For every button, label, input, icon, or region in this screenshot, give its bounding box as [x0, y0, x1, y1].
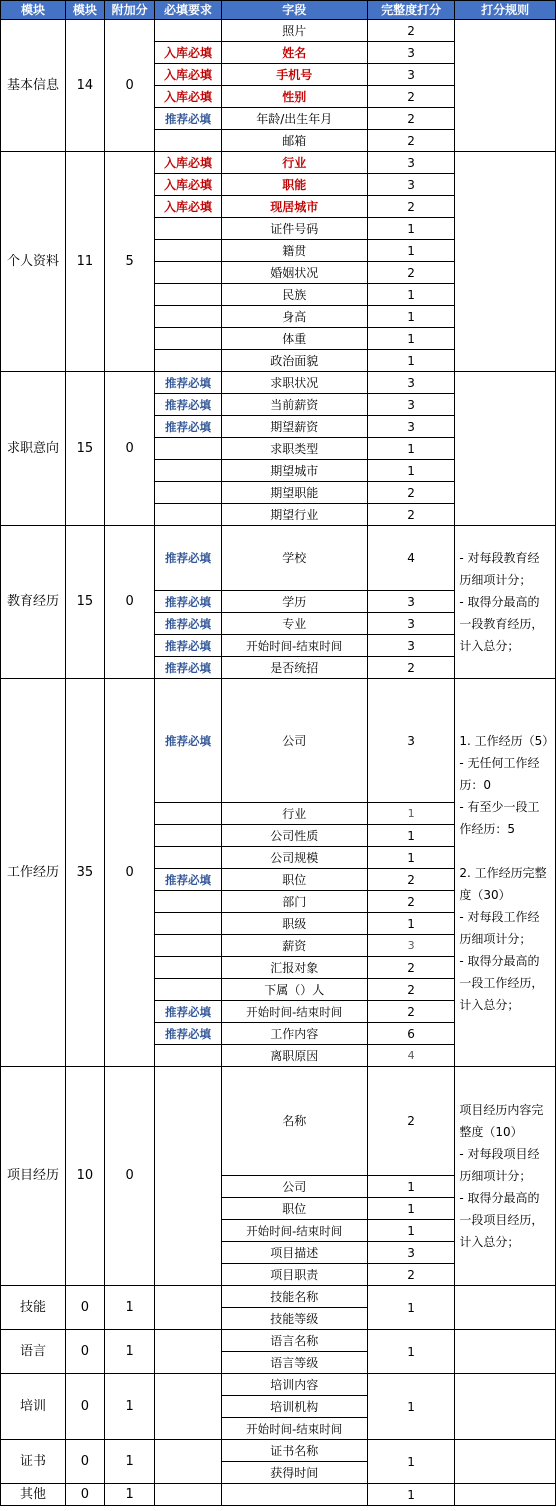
rules-cell: [455, 20, 556, 152]
requirement-cell: 入库必填: [155, 42, 221, 64]
header-row: [1, 1, 556, 20]
requirement-cell: 推荐必填: [155, 108, 221, 130]
field-cell: 开始时间-结束时间: [221, 1418, 367, 1440]
field-cell: 期望薪资: [221, 416, 367, 438]
requirement-cell: [155, 218, 221, 240]
score-cell: 2: [367, 504, 454, 526]
score-cell: 1: [367, 460, 454, 482]
rules-cell: [455, 1484, 556, 1506]
field-cell: 婚姻状况: [221, 262, 367, 284]
score-cell: 4: [367, 526, 454, 591]
requirement-cell: [155, 935, 221, 957]
field-cell: 技能等级: [221, 1308, 367, 1330]
score-cell: 1: [367, 825, 454, 847]
score-cell: 1: [367, 438, 454, 460]
table-row: [1, 1484, 556, 1506]
rules-cell: [455, 372, 556, 526]
table-row: [1, 679, 556, 803]
table-row: [1, 372, 556, 394]
module-score: 35: [66, 679, 105, 1067]
requirement-cell: 入库必填: [155, 64, 221, 86]
field-cell: 项目职责: [221, 1264, 367, 1286]
field-cell: 部门: [221, 891, 367, 913]
requirement-cell: [155, 847, 221, 869]
score-cell: 3: [367, 1242, 454, 1264]
field-cell: 证件号码: [221, 218, 367, 240]
requirement-cell: [155, 979, 221, 1001]
requirement-cell: [155, 1045, 221, 1067]
requirement-cell: [155, 350, 221, 372]
field-cell: 职位: [221, 869, 367, 891]
requirement-cell: 推荐必填: [155, 869, 221, 891]
score-cell: 6: [367, 1023, 454, 1045]
module-name: 培训: [1, 1374, 66, 1440]
field-cell: 政治面貌: [221, 350, 367, 372]
rule-line: 2. 工作经历完整度（30）: [459, 865, 547, 902]
requirement-cell: [155, 1286, 221, 1330]
field-cell: 期望城市: [221, 460, 367, 482]
requirement-cell: 推荐必填: [155, 657, 221, 679]
score-cell: 2: [367, 20, 454, 42]
module-score: 10: [66, 1067, 105, 1286]
module-bonus: 0: [104, 679, 155, 1067]
score-cell: 2: [367, 979, 454, 1001]
score-cell: 1: [367, 1440, 454, 1484]
score-cell: 1: [367, 913, 454, 935]
score-cell: 3: [367, 64, 454, 86]
module-score: 0: [66, 1440, 105, 1484]
header-completeness: 完整度打分: [367, 1, 454, 20]
module-score: 15: [66, 372, 105, 526]
score-cell: 3: [367, 372, 454, 394]
field-cell: 手机号: [221, 64, 367, 86]
field-cell: 汇报对象: [221, 957, 367, 979]
module-bonus: 1: [104, 1484, 155, 1506]
field-cell: 期望职能: [221, 482, 367, 504]
requirement-cell: 推荐必填: [155, 613, 221, 635]
requirement-cell: [155, 891, 221, 913]
field-cell: 性别: [221, 86, 367, 108]
requirement-cell: 入库必填: [155, 196, 221, 218]
rule-line: - 对每段工作经历细项计分；: [459, 909, 540, 946]
requirement-cell: [155, 825, 221, 847]
module-bonus: 1: [104, 1286, 155, 1330]
module-score: 14: [66, 20, 105, 152]
field-cell: 职位: [221, 1198, 367, 1220]
requirement-cell: 推荐必填: [155, 416, 221, 438]
rules-cell: [455, 152, 556, 372]
score-cell: 2: [367, 957, 454, 979]
module-score: 15: [66, 526, 105, 679]
module-bonus: 0: [104, 372, 155, 526]
score-cell: 2: [367, 482, 454, 504]
module-name: 其他: [1, 1484, 66, 1506]
requirement-cell: 推荐必填: [155, 679, 221, 803]
rules-cell: [455, 526, 556, 679]
module-name: 项目经历: [1, 1067, 66, 1286]
field-cell: 姓名: [221, 42, 367, 64]
requirement-cell: 推荐必填: [155, 394, 221, 416]
requirement-cell: [155, 1330, 221, 1374]
field-cell: 行业: [221, 152, 367, 174]
rules-cell: [455, 679, 556, 1067]
field-cell: 职能: [221, 174, 367, 196]
field-cell: [221, 1484, 367, 1506]
score-cell: 1: [367, 1176, 454, 1198]
field-cell: 民族: [221, 284, 367, 306]
header-module: 模块: [1, 1, 66, 20]
table-row: [1, 1067, 556, 1176]
header-rules: 打分规则: [455, 1, 556, 20]
module-name: 教育经历: [1, 526, 66, 679]
score-cell: 1: [367, 847, 454, 869]
score-cell: 3: [367, 394, 454, 416]
field-cell: 获得时间: [221, 1462, 367, 1484]
field-cell: 工作内容: [221, 1023, 367, 1045]
module-name: 工作经历: [1, 679, 66, 1067]
field-cell: 现居城市: [221, 196, 367, 218]
module-bonus: 1: [104, 1374, 155, 1440]
requirement-cell: [155, 240, 221, 262]
rules-cell: [455, 1374, 556, 1440]
score-cell: 1: [367, 1374, 454, 1440]
module-name: 证书: [1, 1440, 66, 1484]
requirement-cell: [155, 460, 221, 482]
field-cell: 语言等级: [221, 1352, 367, 1374]
requirement-cell: [155, 284, 221, 306]
requirement-cell: [155, 1374, 221, 1440]
header-bonus: 附加分: [104, 1, 155, 20]
table-row: [1, 1440, 556, 1462]
module-name: 求职意向: [1, 372, 66, 526]
score-cell: 1: [367, 218, 454, 240]
score-cell: 1: [367, 284, 454, 306]
table-row: [1, 152, 556, 174]
field-cell: 技能名称: [221, 1286, 367, 1308]
requirement-cell: [155, 957, 221, 979]
requirement-cell: [155, 328, 221, 350]
rule-line: - 取得分最高的一段工作经历，计入总分；: [459, 953, 544, 1012]
module-score: 11: [66, 152, 105, 372]
field-cell: 公司: [221, 1176, 367, 1198]
module-score: 0: [66, 1330, 105, 1374]
requirement-cell: 入库必填: [155, 152, 221, 174]
rule-line: 1. 工作经历（5）: [459, 733, 555, 748]
table-row: [1, 1330, 556, 1352]
requirement-cell: 推荐必填: [155, 1001, 221, 1023]
score-cell: 3: [367, 679, 454, 803]
score-cell: 1: [367, 1198, 454, 1220]
score-cell: 3: [367, 613, 454, 635]
rules-cell: [455, 1286, 556, 1330]
rule-line: - 取得分最高的一段教育经历，计入总分；: [459, 595, 544, 653]
table-row: [1, 526, 556, 591]
score-cell: 2: [367, 657, 454, 679]
score-cell: 1: [367, 328, 454, 350]
requirement-cell: 推荐必填: [155, 591, 221, 613]
requirement-cell: 推荐必填: [155, 372, 221, 394]
field-cell: 求职状况: [221, 372, 367, 394]
field-cell: 薪资: [221, 935, 367, 957]
score-cell: 1: [367, 1484, 454, 1506]
module-name: 技能: [1, 1286, 66, 1330]
rule-line: - 对每段项目经历细项计分；: [459, 1147, 540, 1183]
requirement-cell: [155, 438, 221, 460]
requirement-cell: [155, 1484, 221, 1506]
rules-cell: [455, 1440, 556, 1484]
requirement-cell: 入库必填: [155, 86, 221, 108]
module-bonus: 0: [104, 1067, 155, 1286]
requirement-cell: [155, 803, 221, 825]
header-requirement: 必填要求: [155, 1, 221, 20]
score-cell: 1: [367, 803, 454, 825]
field-cell: 当前薪资: [221, 394, 367, 416]
score-cell: 1: [367, 1330, 454, 1374]
module-score: 0: [66, 1374, 105, 1440]
score-cell: 3: [367, 152, 454, 174]
score-cell: 1: [367, 306, 454, 328]
field-cell: 学校: [221, 526, 367, 591]
score-cell: 2: [367, 86, 454, 108]
requirement-cell: [155, 1440, 221, 1484]
requirement-cell: 推荐必填: [155, 526, 221, 591]
module-name: 语言: [1, 1330, 66, 1374]
score-cell: 4: [367, 1045, 454, 1067]
field-cell: 期望行业: [221, 504, 367, 526]
requirement-cell: 入库必填: [155, 174, 221, 196]
table-row: [1, 1286, 556, 1308]
score-cell: 2: [367, 1067, 454, 1176]
field-cell: 证书名称: [221, 1440, 367, 1462]
requirement-cell: [155, 913, 221, 935]
requirement-cell: [155, 262, 221, 284]
field-cell: 开始时间-结束时间: [221, 1220, 367, 1242]
score-cell: 2: [367, 108, 454, 130]
score-cell: 1: [367, 240, 454, 262]
score-cell: 1: [367, 1286, 454, 1330]
field-cell: 邮箱: [221, 130, 367, 152]
module-bonus: 1: [104, 1440, 155, 1484]
requirement-cell: [155, 482, 221, 504]
field-cell: 专业: [221, 613, 367, 635]
field-cell: 体重: [221, 328, 367, 350]
score-cell: 2: [367, 196, 454, 218]
header-module-score: 模块: [66, 1, 105, 20]
module-bonus: 1: [104, 1330, 155, 1374]
table-row: [1, 1374, 556, 1396]
requirement-cell: 推荐必填: [155, 635, 221, 657]
field-cell: 项目描述: [221, 1242, 367, 1264]
requirement-cell: [155, 504, 221, 526]
field-cell: 名称: [221, 1067, 367, 1176]
module-bonus: 5: [104, 152, 155, 372]
field-cell: 求职类型: [221, 438, 367, 460]
rule-line: - 对每段教育经历细项计分；: [459, 551, 540, 587]
field-cell: 开始时间-结束时间: [221, 635, 367, 657]
score-cell: 3: [367, 42, 454, 64]
score-cell: 3: [367, 591, 454, 613]
field-cell: 学历: [221, 591, 367, 613]
field-cell: 培训内容: [221, 1374, 367, 1396]
score-cell: 3: [367, 174, 454, 196]
field-cell: 开始时间-结束时间: [221, 1001, 367, 1023]
field-cell: 下属（）人: [221, 979, 367, 1001]
module-score: 0: [66, 1484, 105, 1506]
score-cell: 1: [367, 1220, 454, 1242]
module-bonus: 0: [104, 20, 155, 152]
field-cell: 照片: [221, 20, 367, 42]
header-field: 字段: [221, 1, 367, 20]
module-name: 基本信息: [1, 20, 66, 152]
score-cell: 2: [367, 891, 454, 913]
field-cell: 籍贯: [221, 240, 367, 262]
score-cell: 3: [367, 416, 454, 438]
table-row: [1, 20, 556, 42]
rules-cell: [455, 1067, 556, 1286]
field-cell: 职级: [221, 913, 367, 935]
rule-line: - 无任何工作经历：0: [459, 755, 540, 792]
field-cell: 公司: [221, 679, 367, 803]
field-cell: 行业: [221, 803, 367, 825]
score-cell: 1: [367, 350, 454, 372]
field-cell: 离职原因: [221, 1045, 367, 1067]
rule-line: - 取得分最高的一段项目经历，计入总分；: [459, 1191, 544, 1249]
field-cell: 身高: [221, 306, 367, 328]
score-cell: 3: [367, 635, 454, 657]
score-cell: 2: [367, 262, 454, 284]
field-cell: 培训机构: [221, 1396, 367, 1418]
score-cell: 2: [367, 1264, 454, 1286]
score-cell: 2: [367, 1001, 454, 1023]
requirement-cell: [155, 306, 221, 328]
field-cell: 是否统招: [221, 657, 367, 679]
module-bonus: 0: [104, 526, 155, 679]
rule-line: 项目经历内容完整度（10）: [459, 1103, 544, 1139]
field-cell: 公司性质: [221, 825, 367, 847]
requirement-cell: [155, 20, 221, 42]
requirement-cell: [155, 1067, 221, 1286]
score-cell: 3: [367, 935, 454, 957]
field-cell: 年龄/出生年月: [221, 108, 367, 130]
rule-line: - 有至少一段工作经历：5: [459, 799, 540, 836]
requirement-cell: 推荐必填: [155, 1023, 221, 1045]
field-cell: 公司规模: [221, 847, 367, 869]
field-cell: 语言名称: [221, 1330, 367, 1352]
module-score: 0: [66, 1286, 105, 1330]
score-cell: 2: [367, 130, 454, 152]
requirement-cell: [155, 130, 221, 152]
rule-line: [459, 840, 551, 862]
score-cell: 2: [367, 869, 454, 891]
module-name: 个人资料: [1, 152, 66, 372]
rules-cell: [455, 1330, 556, 1374]
